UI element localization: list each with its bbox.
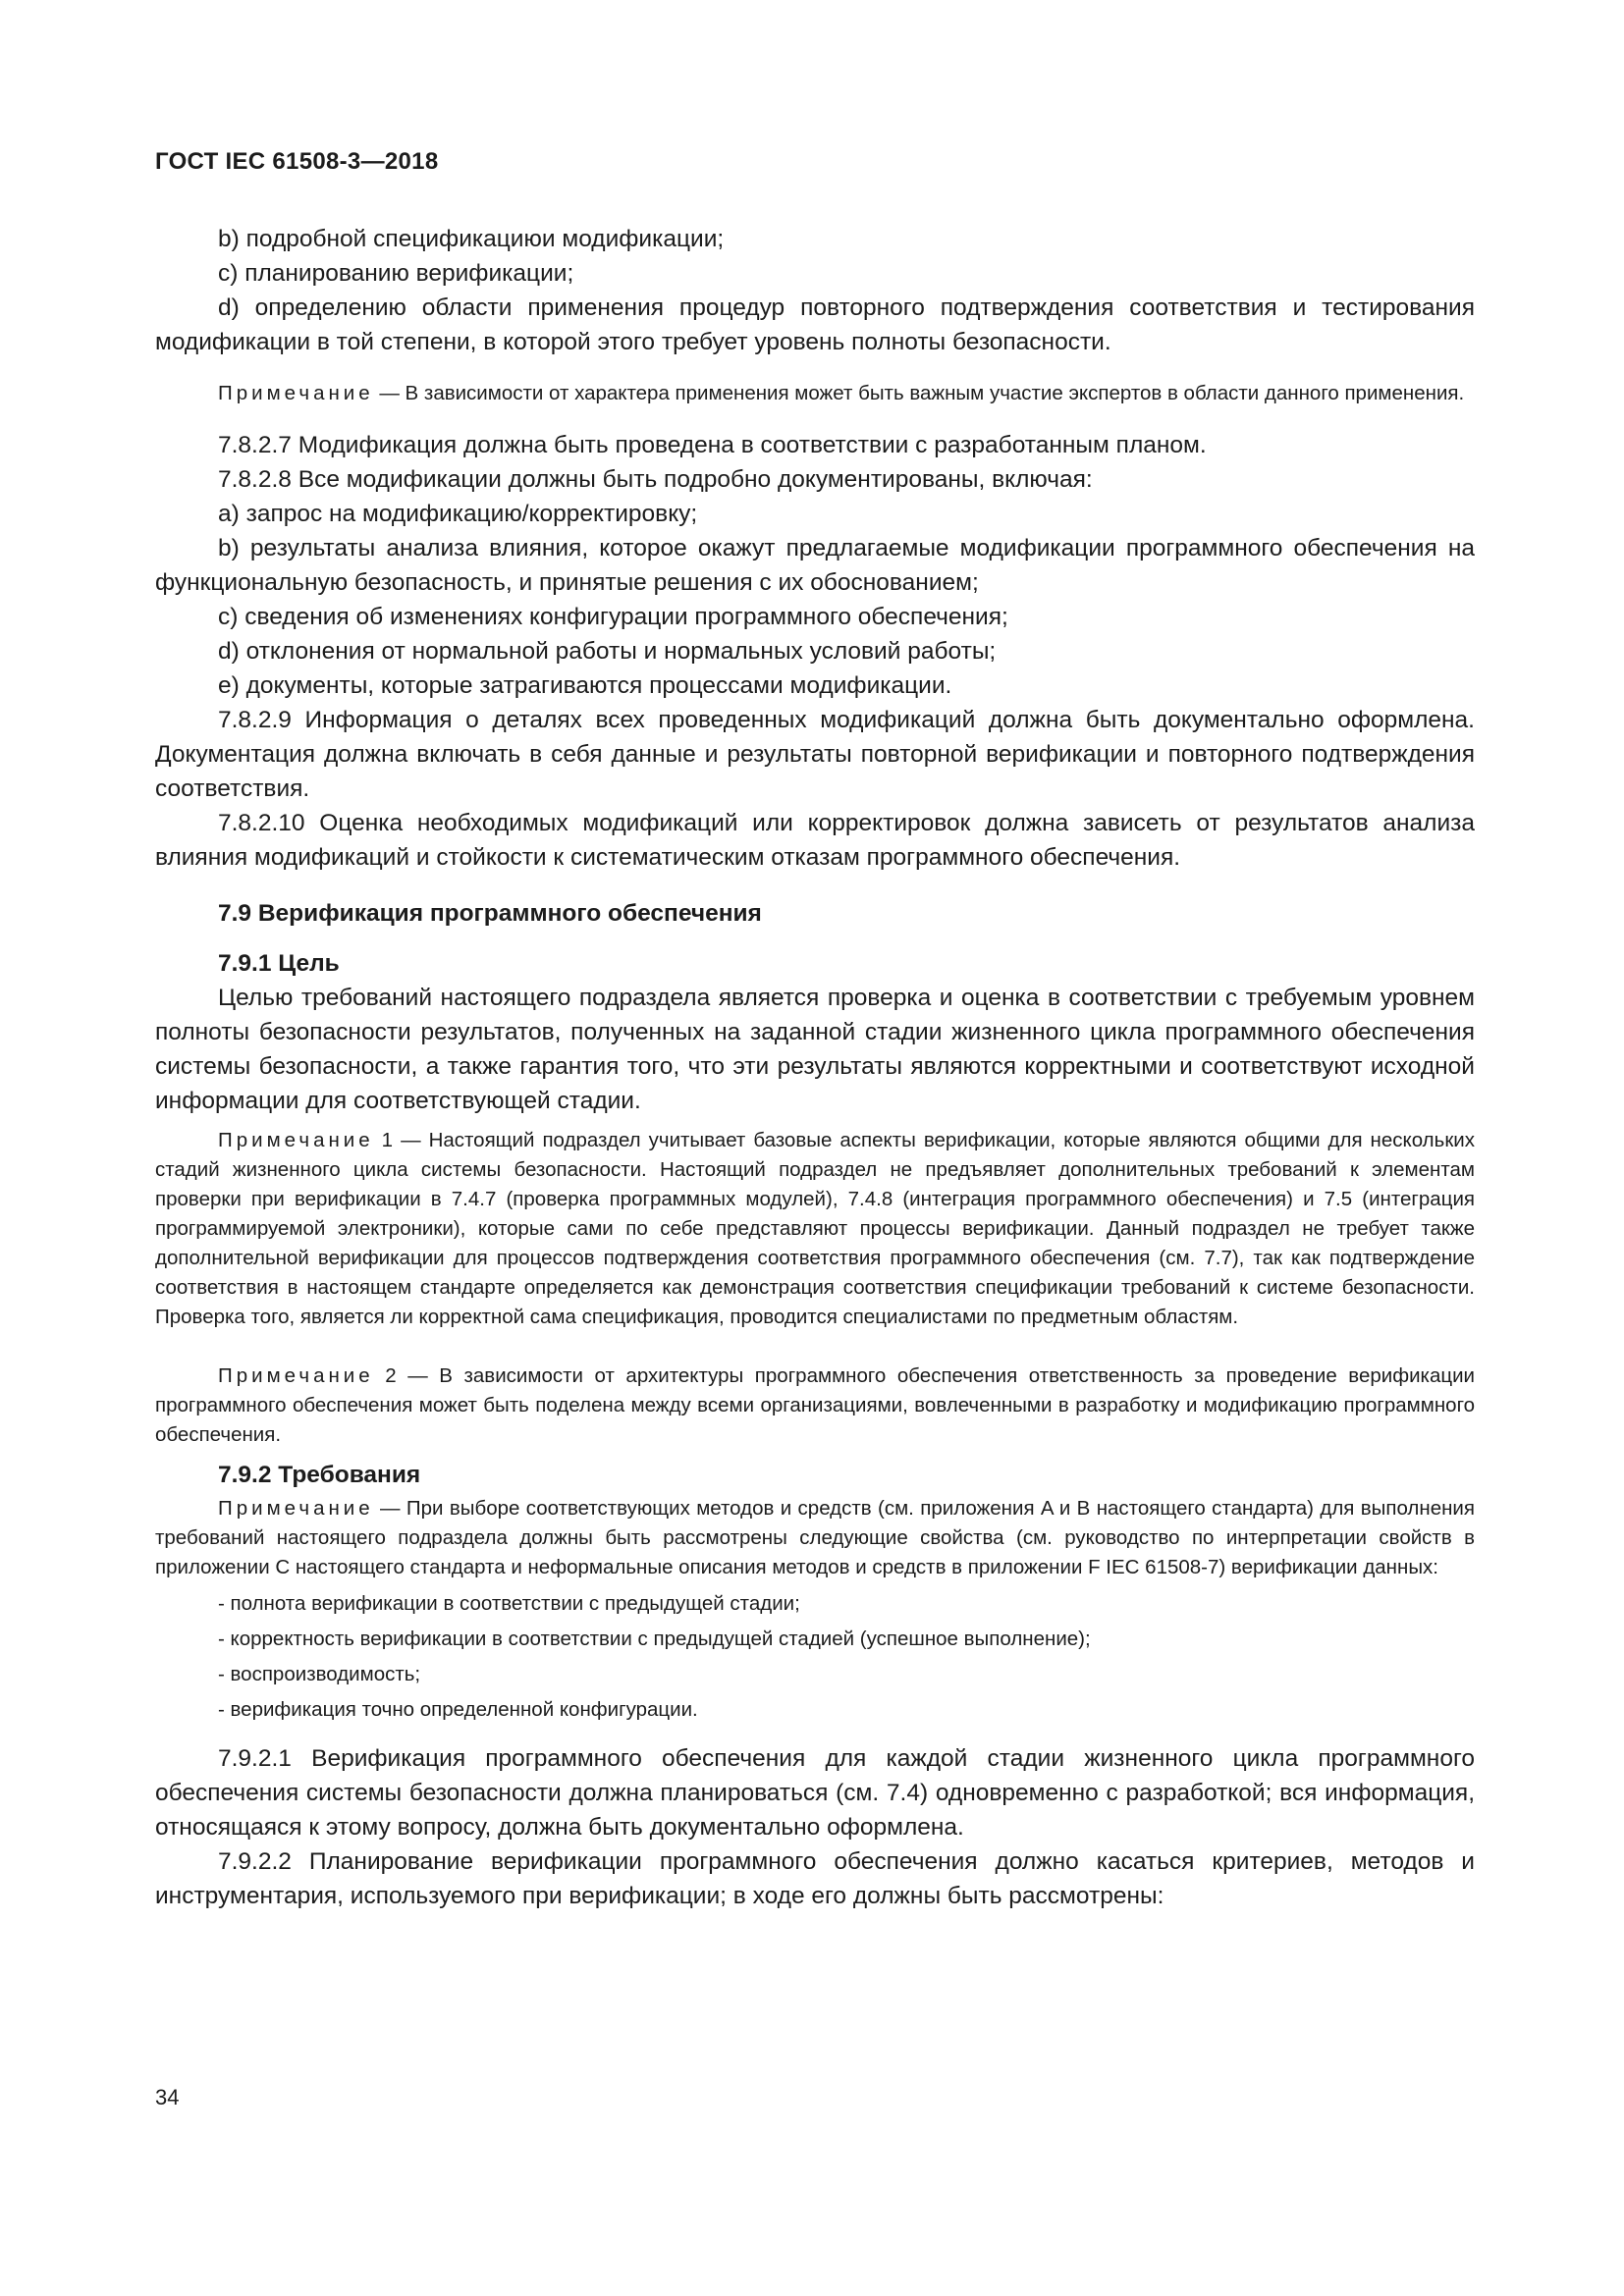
list-item-c: c) сведения об изменениях конфигурации программного обеспечения;	[218, 604, 1008, 630]
note-3	[155, 1362, 1475, 1450]
note-text: — В зависимости от характера применения может быть важным участие экспертов в области данного применения.	[373, 382, 1465, 404]
note-1	[155, 379, 1475, 408]
clause-7-9-2-2: 7.9.2.2 Планирование верификации программного обеспечения должно касаться критериев, методов и инструментария, используемого при верификации; в ходе его должны быть рассмотрены:	[155, 1848, 1475, 1909]
clause-7-8-2-8: 7.8.2.8 Все модификации должны быть подробно документированы, включая:	[218, 466, 1093, 493]
list-item-d: d) определению области применения процедур повторного подтверждения соответствия и тестирования модификации в той степени, в которой этого требует уровень полноты безопасности.	[155, 294, 1475, 355]
clause-7-8-2-10: 7.8.2.10 Оценка необходимых модификаций или корректировок должна зависеть от результатов анализа влияния модификаций и стойкости к систематическим отказам программного обеспечения.	[155, 810, 1475, 871]
list-item-a: a) запрос на модификацию/корректировку;	[218, 501, 698, 527]
dash-item: - полнота верификации в соответствии с предыдущей стадии;	[218, 1592, 800, 1615]
note-label: Примечание	[218, 1497, 374, 1520]
clause-7-9-2-1: 7.9.2.1 Верификация программного обеспечения для каждой стадии жизненного цикла программного обеспечения системы безопасности должна планироваться (см. 7.4) одновременно с разработкой; вся информация, относящаяся к этому вопросу, должна быть документально оформлена.	[155, 1745, 1475, 1841]
note-label: Примечание	[218, 382, 374, 404]
list-item-e: e) документы, которые затрагиваются процессами модификации.	[218, 672, 952, 699]
page-number: 34	[155, 2085, 180, 2109]
note-text: 2 — В зависимости от архитектуры программного обеспечения ответственность за проведение верификации программного обеспечения может быть поделена между всеми организациями, вовлеченными в разработку и модификацию программного обеспечения.	[155, 1364, 1475, 1446]
note-4	[155, 1494, 1475, 1582]
list-item-c: c) планированию верификации;	[218, 260, 574, 287]
clause-7-8-2-7: 7.8.2.7 Модификация должна быть проведена в соответствии с разработанным планом.	[218, 432, 1207, 458]
dash-item: - верификация точно определенной конфигурации.	[218, 1698, 698, 1721]
purpose-paragraph: Целью требований настоящего подраздела является проверка и оценка в соответствии с требуемым уровнем полноты безопасности результатов, полученных на заданной стадии жизненного цикла программного обеспечения системы безопасности, а также гарантия того, что эти результаты являются корректными и соответствуют исходной информации для соответствующей стадии.	[155, 985, 1475, 1114]
list-item-b: b) результаты анализа влияния, которое окажут предлагаемые модификации программного обеспечения на функциональную безопасность, и принятые решения с их обоснованием;	[155, 535, 1475, 596]
list-item-d: d) отклонения от нормальной работы и нормальных условий работы;	[218, 638, 997, 665]
section-heading-7-9: 7.9 Верификация программного обеспечения	[218, 900, 762, 927]
subsection-heading-7-9-2: 7.9.2 Требования	[218, 1462, 421, 1488]
note-label: Примечание	[218, 1364, 374, 1387]
list-item-b: b) подробной спецификациюи модификации;	[218, 226, 725, 252]
note-text: — При выборе соответствующих методов и средств (см. приложения A и B настоящего стандарта) для выполнения требований настоящего подраздела должны быть рассмотрены следующие свойства (см. руководство по интерпретации свойств в приложении C настоящего стандарта и неформальные описания методов и средств в приложении F IEC 61508-7) верификации данных:	[155, 1497, 1475, 1578]
document-body	[155, 222, 1475, 1913]
subsection-heading-7-9-1: 7.9.1 Цель	[218, 950, 340, 977]
note-2	[155, 1126, 1475, 1332]
note-label: Примечание	[218, 1129, 374, 1151]
document-header: ГОСТ IEC 61508-3—2018	[155, 148, 439, 175]
dash-item: - корректность верификации в соответствии с предыдущей стадией (успешное выполнение);	[218, 1628, 1091, 1650]
note-text: 1 — Настоящий подраздел учитывает базовые аспекты верификации, которые являются общими для нескольких стадий жизненного цикла системы безопасности. Настоящий подраздел не предъявляет дополнительных требований к элементам проверки при верификации в 7.4.7 (проверка программных модулей), 7.4.8 (интеграция программного обеспечения) и 7.5 (интеграция программируемой электроники), которые сами по себе представляют процессы верификации. Данный подраздел не требует также дополнительной верификации для процессов подтверждения соответствия программного обеспечения (см. 7.7), так как подтверждение соответствия в настоящем стандарте определяется как демонстрация соответствия спецификации требований к системе безопасности. Проверка того, является ли корректной сама спецификация, проводится специалистами по предметным областям.	[155, 1129, 1475, 1328]
dash-item: - воспроизводимость;	[218, 1663, 421, 1685]
clause-7-8-2-9: 7.8.2.9 Информация о деталях всех проведенных модификаций должна быть документально оформлена. Документация должна включать в себя данные и результаты повторной верификации и повторного подтверждения соответствия.	[155, 707, 1475, 802]
